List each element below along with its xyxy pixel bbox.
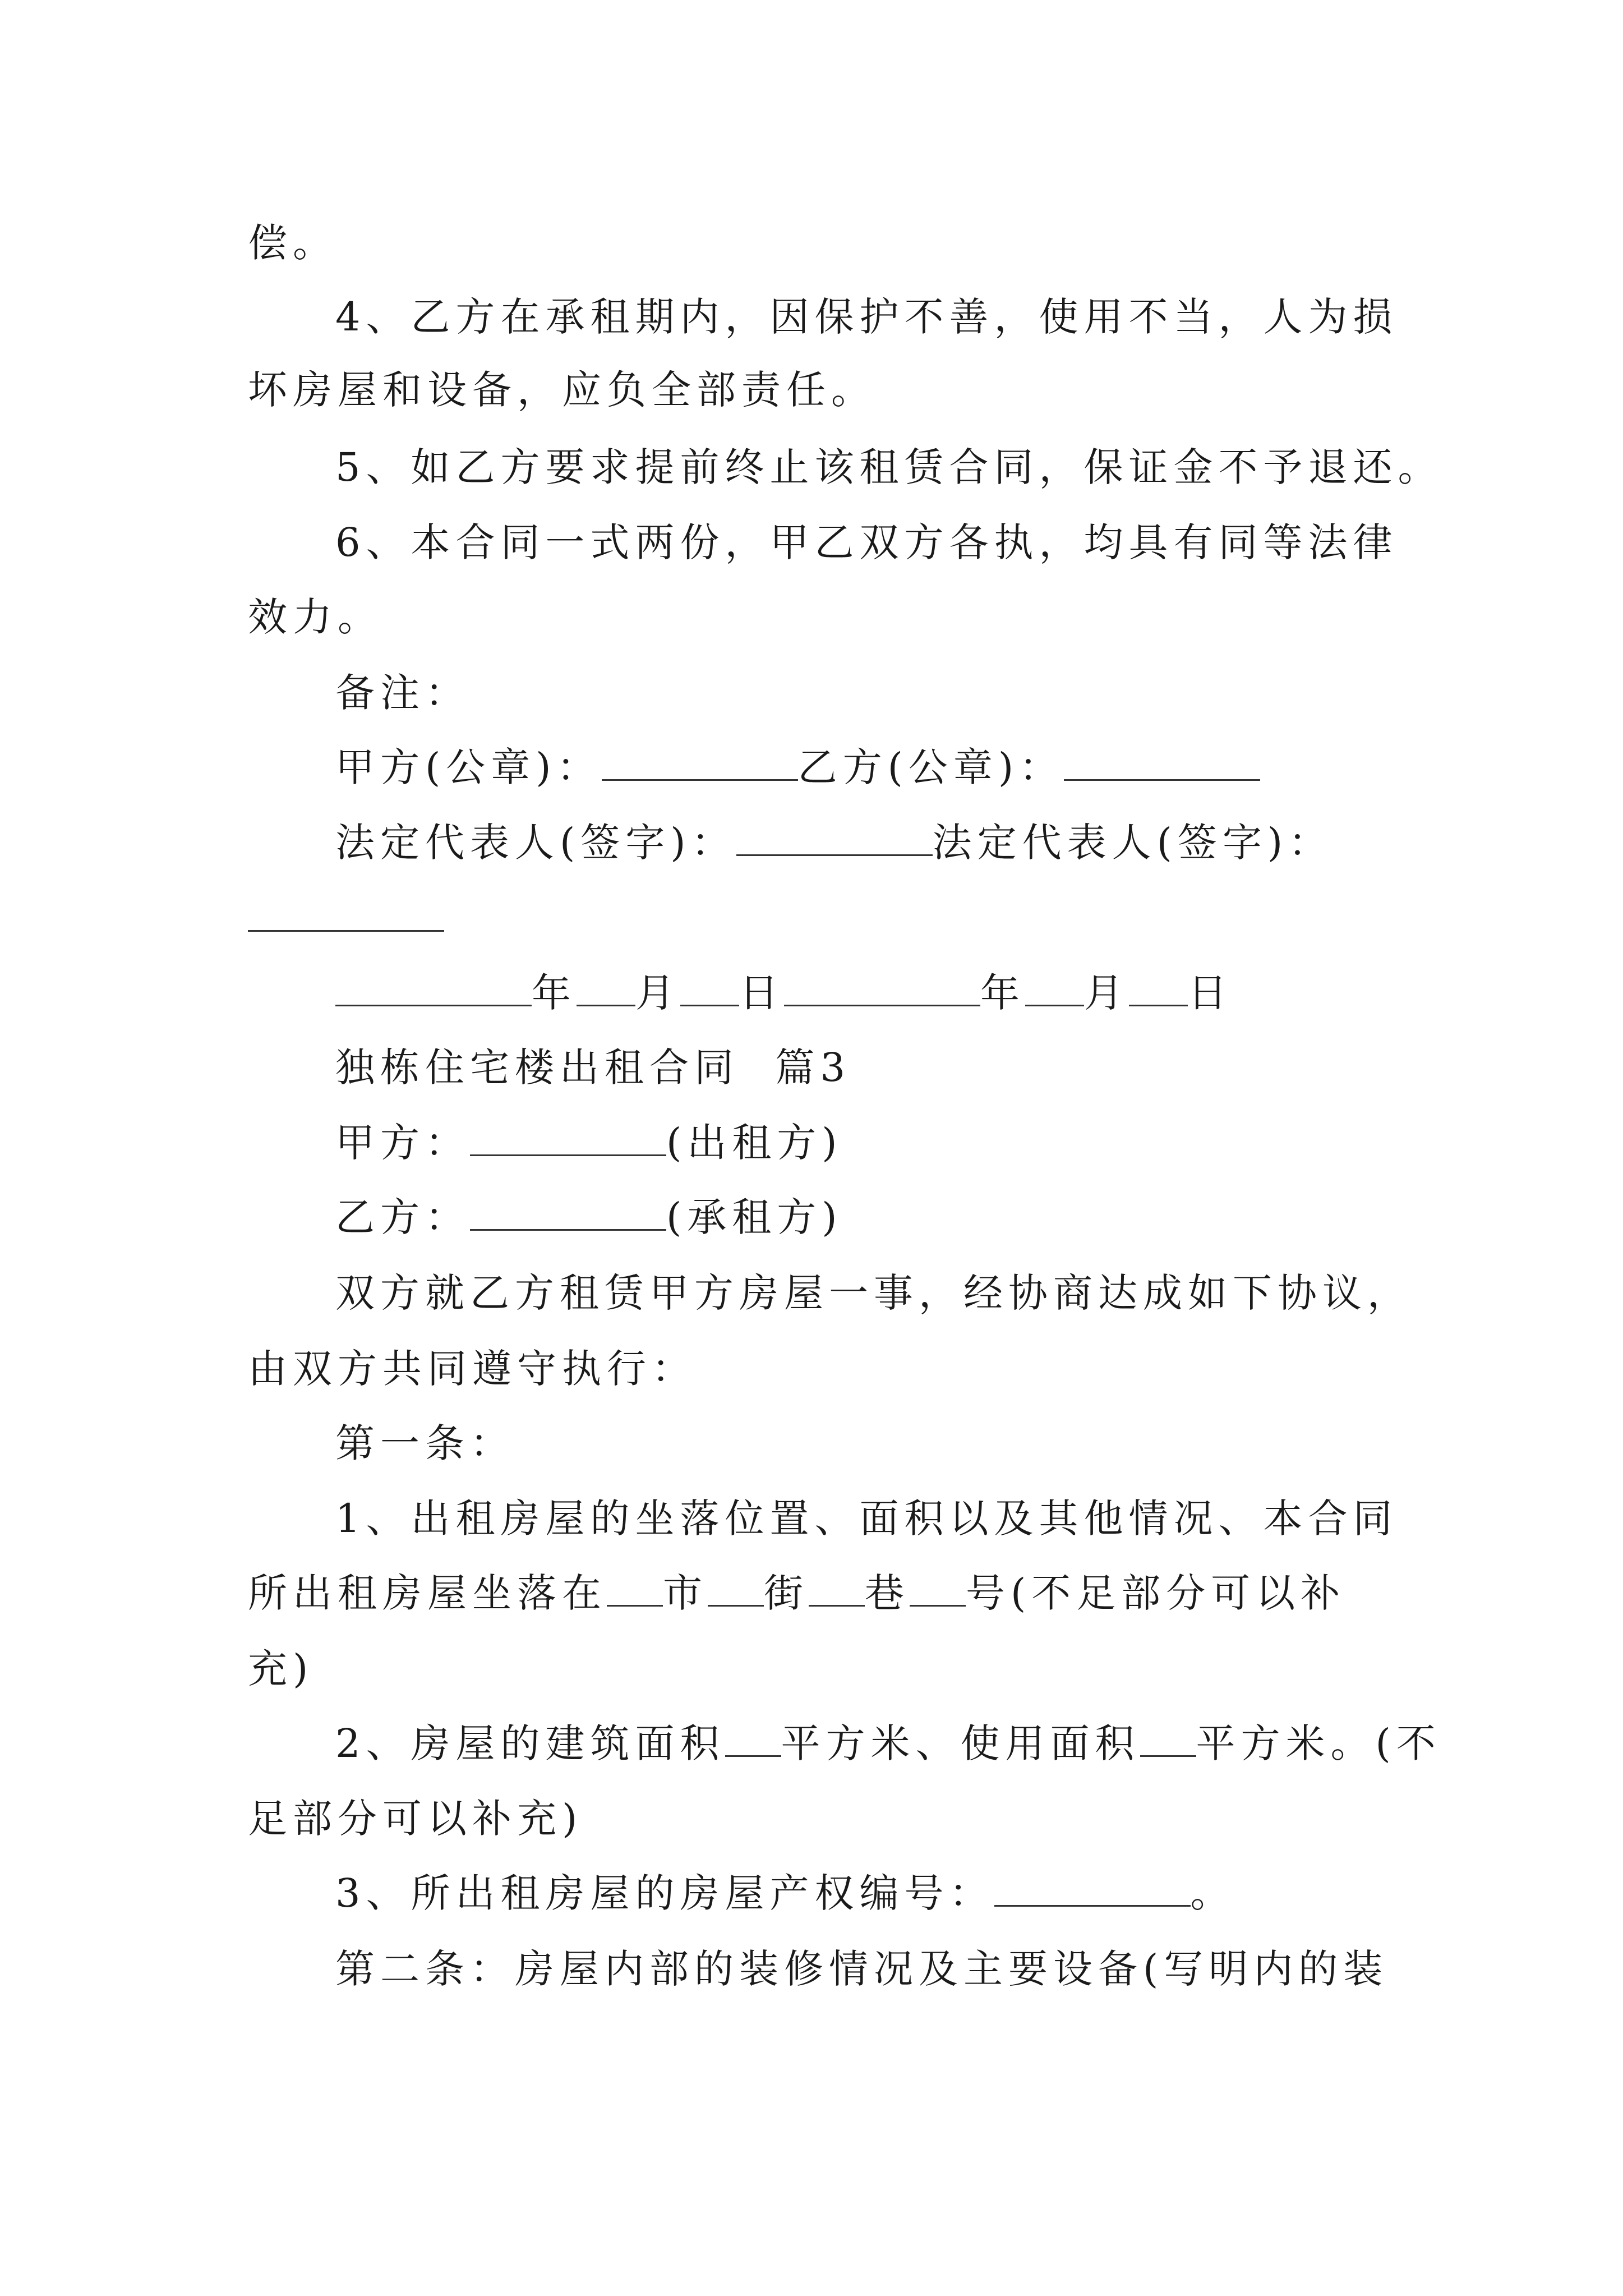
- party-b-label: 乙方：: [335, 1194, 470, 1240]
- party-b-representative-label: 法定代表人(签字)：: [932, 820, 1334, 866]
- text: 坏房屋和设备，应负全部责任。: [248, 367, 876, 413]
- text: 平方米、使用面积: [781, 1720, 1140, 1766]
- text-line: [0, 1338, 1623, 1400]
- text: 2、房屋的建筑面积: [335, 1720, 725, 1766]
- year-blank: [784, 970, 980, 1006]
- text-line: [0, 1488, 1623, 1549]
- section-heading: [0, 1037, 1623, 1098]
- text: 足部分可以补充): [248, 1796, 583, 1842]
- month-label: 月: [635, 970, 680, 1016]
- text: 6、本合同一式两份，甲乙双方各执，均具有同等法律: [335, 519, 1398, 565]
- property-number-line: [0, 1862, 1623, 1924]
- date-line: [0, 962, 1623, 1024]
- party-b-seal-label: 乙方(公章)：: [797, 744, 1064, 790]
- day-blank: [1129, 970, 1188, 1006]
- text-line: [0, 1262, 1623, 1324]
- text-line: [0, 1938, 1623, 2000]
- party-a-label: 甲方：: [335, 1120, 470, 1166]
- party-a-representative-blank: [736, 820, 933, 856]
- party-a-seal-blank: [602, 744, 798, 781]
- month-blank: [577, 970, 635, 1006]
- area-line: [0, 1713, 1623, 1774]
- lessor-note: (出租方): [666, 1120, 843, 1166]
- text: 备注：: [335, 670, 470, 716]
- party-a-blank: [470, 1120, 666, 1156]
- representative-line: [0, 812, 1623, 873]
- text: 第二条：房屋内部的装修情况及主要设备(写明内的装: [335, 1946, 1389, 1992]
- text: 第一条：: [335, 1420, 515, 1466]
- text-line: [0, 1638, 1623, 1700]
- text-line: [0, 359, 1623, 421]
- text: 双方就乙方租赁甲方房屋一事，经协商达成如下协议，: [335, 1270, 1412, 1316]
- text: 充): [248, 1646, 314, 1692]
- text-line: [0, 436, 1623, 498]
- text-line: [0, 212, 1623, 274]
- usable-area-blank: [1140, 1720, 1196, 1757]
- city-blank: [607, 1570, 663, 1607]
- month-label: 月: [1084, 970, 1129, 1016]
- text: 效力。: [248, 594, 382, 640]
- text: 4、乙方在承租期内，因保护不善，使用不当，人为损: [335, 294, 1398, 340]
- text: 街: [764, 1570, 809, 1616]
- text-line: [0, 1788, 1623, 1849]
- text: 独栋住宅楼出租合同 篇3: [335, 1045, 851, 1091]
- text: 偿。: [248, 220, 338, 266]
- property-number-blank: [994, 1870, 1191, 1907]
- text: 5、如乙方要求提前终止该租赁合同，保证金不予退还。: [335, 444, 1443, 490]
- representative-continuation: [0, 887, 1623, 949]
- text: 号(不足部分可以补: [966, 1570, 1346, 1616]
- building-area-blank: [725, 1720, 781, 1757]
- year-blank: [335, 970, 532, 1006]
- party-b-line: [0, 1186, 1623, 1248]
- party-a-seal-label: 甲方(公章)：: [335, 744, 602, 790]
- party-b-representative-blank: [248, 895, 444, 932]
- party-b-seal-blank: [1064, 744, 1260, 781]
- text-line: [0, 512, 1623, 573]
- day-label: 日: [739, 970, 784, 1016]
- month-blank: [1025, 970, 1084, 1006]
- text: 所出租房屋坐落在: [248, 1570, 607, 1616]
- year-label: 年: [980, 970, 1025, 1016]
- day-label: 日: [1188, 970, 1233, 1016]
- article-heading: [0, 1412, 1623, 1474]
- address-line: [0, 1562, 1623, 1624]
- number-blank: [910, 1570, 966, 1607]
- text: 3、所出租房屋的房屋产权编号：: [335, 1870, 994, 1916]
- text: 平方米。(不: [1196, 1720, 1441, 1766]
- lane-blank: [809, 1570, 865, 1607]
- street-blank: [708, 1570, 764, 1607]
- party-b-blank: [470, 1194, 666, 1231]
- text-line: [0, 286, 1623, 348]
- lessee-note: (承租方): [666, 1194, 843, 1240]
- text: 1、出租房屋的坐落位置、面积以及其他情况、本合同: [335, 1496, 1398, 1542]
- text: 市: [663, 1570, 708, 1616]
- text-line: [0, 586, 1623, 648]
- party-a-line: [0, 1112, 1623, 1174]
- seal-line: [0, 737, 1623, 798]
- year-label: 年: [532, 970, 577, 1016]
- text: 巷: [865, 1570, 910, 1616]
- text: 。: [1190, 1870, 1235, 1916]
- day-blank: [680, 970, 739, 1006]
- remarks-label: [0, 662, 1623, 724]
- party-a-representative-label: 法定代表人(签字)：: [335, 820, 736, 866]
- text: 由双方共同遵守执行：: [248, 1346, 697, 1392]
